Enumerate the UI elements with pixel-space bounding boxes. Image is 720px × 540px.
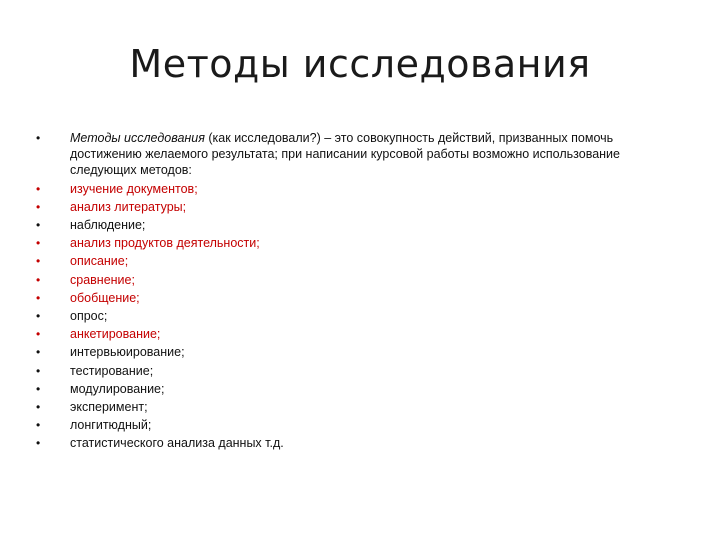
bullet-icon: •: [36, 400, 41, 415]
bullet-icon: •: [36, 436, 41, 451]
list-item-text: сравнение;: [70, 272, 135, 287]
list-item-text: опрос;: [70, 309, 108, 324]
bullet-icon: •: [36, 290, 41, 305]
list-item: [36, 344, 686, 360]
bullet-icon: •: [36, 418, 41, 433]
list-item: [36, 199, 686, 215]
bullet-icon: •: [36, 309, 41, 324]
list-item: [36, 399, 686, 415]
list-item: [36, 363, 686, 379]
slide-title: Методы исследования: [129, 42, 591, 86]
list-item-text: тестирование;: [70, 363, 154, 378]
bullet-icon: •: [36, 131, 41, 145]
list-item-text: анализ продуктов деятельности;: [70, 236, 260, 251]
list-item-text: наблюдение;: [70, 218, 146, 233]
list-item-text: изучение документов;: [70, 181, 198, 196]
bullet-icon: •: [36, 345, 41, 360]
bullet-icon: •: [36, 381, 41, 396]
list-item-text: описание;: [70, 254, 129, 269]
bullet-icon: •: [36, 363, 41, 378]
list-item: [36, 326, 686, 342]
list-item-text: анализ литературы;: [70, 199, 187, 214]
list-item: [36, 253, 686, 269]
bullet-icon: •: [36, 327, 41, 342]
intro-rest: (как исследовали?) – это совокупность действий, призванных помочь достижению желаемого результата; при написании курсовой работы возможно использование следующих методов:: [70, 131, 620, 178]
list-item-text: анкетирование;: [70, 327, 161, 342]
list-item: [36, 290, 686, 306]
list-item-text: интервьюирование;: [70, 345, 185, 360]
list-item-text: статистического анализа данных т.д.: [70, 436, 284, 451]
bullet-icon: •: [36, 272, 41, 287]
list-item: [36, 181, 686, 197]
list-item-text: модулирование;: [70, 381, 165, 396]
bullet-icon: •: [36, 254, 41, 269]
methods-list: [36, 130, 686, 454]
list-item: [36, 381, 686, 397]
list-item: [36, 308, 686, 324]
bullet-icon: •: [36, 218, 41, 233]
list-item-text: обобщение;: [70, 290, 140, 305]
list-item: [36, 417, 686, 433]
list-item-text: лонгитюдный;: [70, 418, 152, 433]
list-item: [36, 235, 686, 251]
bullet-icon: •: [36, 181, 41, 196]
list-item-text: эксперимент;: [70, 400, 148, 415]
bullet-icon: •: [36, 199, 41, 214]
intro-item: [36, 130, 686, 179]
list-item: [36, 217, 686, 233]
bullet-icon: •: [36, 236, 41, 251]
intro-text: [70, 131, 620, 177]
list-item: [36, 272, 686, 288]
intro-italic: Методы исследования: [70, 131, 205, 145]
list-item: [36, 435, 686, 451]
